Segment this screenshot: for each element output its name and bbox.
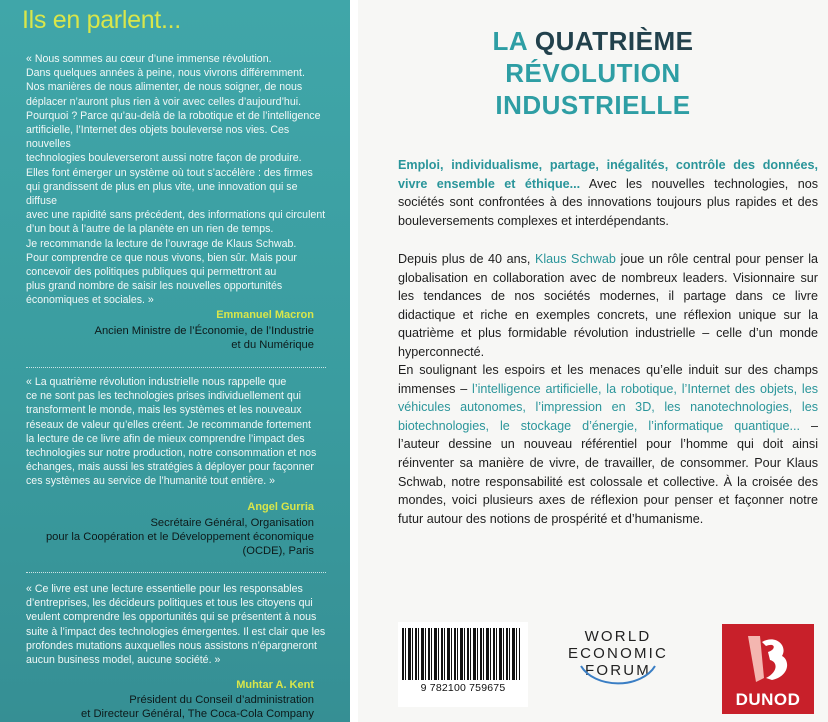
quote-line: « La quatrième révolution industrielle nous rappelle que (26, 376, 287, 388)
paragraph-text: Avec les nouvelles technologies, nos sociétés sont confrontées à des innovations toujours plus rapides et des bouleversements complexes et interdépendants. (398, 176, 818, 228)
quote-line: aucun business model, aucune société. » (26, 654, 221, 667)
themes-highlight: Emploi, individualisme, partage, inégalités, contrôle des données, vivre ensemble et éthique... (398, 158, 818, 191)
quote-line: réseaux de valeur qu’elles créent. Je recommande fortement (26, 418, 312, 431)
technologies-highlight: l’intelligence artificielle, la robotique, l’Internet des objets, les véhicules autonomes, l’impression en 3D, les nanotechnologies, les biotechnologies, le stockage d’énergie, l’informatique quantique... (398, 381, 818, 433)
paragraph-text: En soulignant les espoirs et les menaces qu’elle induit sur des champs immenses – (398, 363, 818, 396)
role-line: Secrétaire Général, Organisation (150, 517, 314, 529)
dunod-emblem-icon (742, 632, 794, 686)
quote-line: Pour comprendre ce que nous vivons, bien sûr. Mais pour (26, 251, 297, 264)
macron-quote (26, 52, 326, 308)
author-name: Angel Gurria (247, 501, 314, 513)
quote-line: d’entreprises, les décideurs politiques et tous les citoyens qui (26, 597, 313, 610)
kent-author (236, 679, 314, 691)
kent-quote (26, 582, 326, 667)
book-title-line-2 (358, 58, 828, 88)
logo-text: ECONOMIC (567, 645, 669, 662)
summary-paragraph-1 (398, 156, 818, 230)
quote-line: « Ce livre est une lecture essentielle pour les responsables (26, 583, 303, 595)
back-cover-panel (358, 0, 828, 722)
quote-line: veulent comprendre les opportunités qui se présentent à nous (26, 611, 317, 624)
quote-line: profondes mutations auxquelles nous assistons n’épargneront (26, 639, 317, 652)
title-word: QUATRIÈME (534, 26, 694, 56)
quote-line: la lecture de ce livre afin de mieux comprendre l’impact des (26, 432, 305, 445)
quote-line: Dans quelques années à peine, nous vivrons différemment. (26, 67, 305, 80)
quote-line: technologies bouleverseront aussi notre façon de produire. (26, 152, 302, 165)
quote-line: d’un bout à l’autre de la planète en un rien de temps. (26, 223, 274, 236)
paragraph-text: Depuis plus de 40 ans, (398, 252, 535, 266)
publisher-name: DUNOD (735, 690, 801, 709)
gurria-author (247, 501, 314, 513)
divider (26, 367, 326, 368)
quote-line: déplacer n’auront plus rien à voir avec celles d’aujourd’hui. (26, 95, 302, 108)
role-line: (OCDE), Paris (242, 545, 314, 557)
quote-line: artificielle, l’Internet des objets bouleverse nos vies. Ces nouvelles (26, 124, 290, 151)
quote-line: Elles font émerger un système où tout s’accélère : des firmes (26, 166, 313, 179)
gurria-role (14, 516, 314, 558)
isbn-number: 9 782100 759675 (420, 682, 506, 694)
paragraph-text: – l’auteur dessine un nouveau référentiel pour l’homme qui doit ainsi réinventer sa manière de vivre, de travailler, de consommer. Pour Klaus Schwab, notre responsabilité est colossale et collective. À la croisée des mondes, voici plusieurs axes de réflexion pour penser et façonner notre futur autour des notions de prospérité et d’humanisme. (398, 418, 818, 526)
author-name-highlight: Klaus Schwab (534, 252, 616, 266)
kent-role (14, 693, 314, 721)
title-word: RÉVOLUTION (505, 58, 681, 88)
quote-line: technologies sur notre production, notre consommation et nos (26, 447, 317, 460)
quote-line: économiques et sociales. » (26, 294, 154, 307)
quote-line: Je recommande la lecture de l’ouvrage de Klaus Schwab. (26, 237, 297, 250)
summary-paragraph-3 (398, 361, 818, 528)
quote-line: transforment le monde, mais les systèmes et les nouveaux (26, 404, 302, 417)
logo-text: FORUM (585, 662, 651, 679)
role-line: pour la Coopération et le Développement économique (45, 531, 314, 543)
role-line: et Directeur Général, The Coca-Cola Company (81, 708, 314, 720)
book-title-line-3 (358, 90, 828, 120)
quote-line: « Nous sommes au cœur d’une immense révolution. (26, 53, 272, 65)
quote-line: plus grand nombre de saisir les nouvelles opportunités (26, 280, 283, 293)
quote-line: Nos manières de nous alimenter, de nous soigner, de nous (26, 81, 303, 94)
testimonials-title: Ils en parlent... (22, 6, 181, 34)
gurria-quote (26, 375, 326, 489)
quote-line: ces systèmes au service de l’humanité tout entière. » (26, 475, 276, 488)
role-line: Président du Conseil d’administration (129, 694, 314, 706)
world-economic-forum-logo (553, 628, 683, 700)
quote-line: avec une rapidité sans précédent, des informations qui circulent (26, 209, 326, 222)
dunod-publisher-logo (722, 624, 814, 714)
role-line: et du Numérique (231, 339, 314, 351)
macron-author (216, 309, 314, 321)
summary-paragraph-2 (398, 250, 818, 362)
author-name: Emmanuel Macron (216, 309, 314, 321)
quote-line: Pourquoi ? Parce qu’au-delà de la robotique et de l’intelligence (26, 109, 321, 122)
title-word: LA (492, 26, 535, 56)
logo-text: WORLD (584, 628, 652, 645)
author-name: Muhtar A. Kent (236, 679, 314, 691)
role-line: Ancien Ministre de l’Économie, de l’Industrie (94, 325, 314, 337)
logo-arc-icon (573, 658, 663, 698)
book-title-line-1 (358, 26, 828, 56)
barcode (398, 622, 528, 707)
testimonials-panel (0, 0, 350, 722)
page-gutter (350, 0, 358, 722)
paragraph-text: joue un rôle central pour penser la globalisation en collaboration avec de nombreux leaders. Visionnaire sur les tendances de nos sociétés modernes, il partage dans ce livre didactique et riche en exemples concrets, une réflexion unique sur la quatrième et plus formidable révolution industrielle – celle d’un monde hyperconnecté. (398, 252, 818, 359)
divider (26, 572, 326, 573)
title-word: INDUSTRIELLE (495, 90, 691, 120)
quote-line: suite à l’impact des technologies émergentes. Il est clair que les (26, 625, 326, 638)
macron-role (14, 324, 314, 352)
barcode-bars (402, 628, 520, 680)
quote-line: concevoir des politiques publiques qui permettront au (26, 266, 277, 279)
quote-line: échanges, mais aussi les stratégies à déployer pour façonner (26, 461, 314, 474)
quote-line: qui grandissent de plus en plus vite, une innovation qui se diffuse (26, 180, 298, 208)
quote-line: ce ne sont pas les technologies prises individuellement qui (26, 390, 302, 403)
